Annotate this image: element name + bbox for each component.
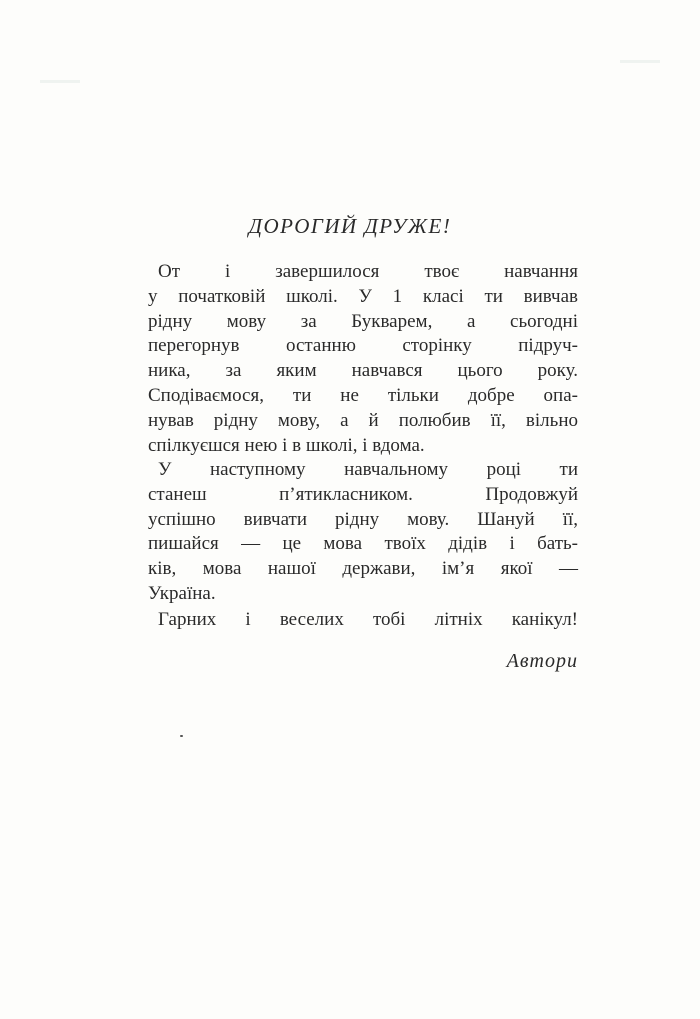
text-line: перегорнув останню сторінку підруч- [148,335,578,357]
text-line: у початковій школі. У 1 класі ти вивчав [148,285,578,307]
text-line: Сподіваємося, ти не тільки добре опа- [148,384,578,406]
text-line: успішно вивчати рідну мову. Шануй її, [148,508,578,530]
text-line: нував рідну мову, а й полюбив її, вільно [148,409,578,431]
bleed-through-mark [40,80,80,83]
text-line: ків, мова нашої держави, ім’я якої — [148,558,578,580]
text-line: спілкуєшся нею і в школі, і вдома. [148,434,425,456]
closing-line: Гарних і веселих тобі літніх канікул! [158,609,578,630]
text-line: рідну мову за Букварем, а сьогодні [148,310,578,332]
scan-speck [180,735,183,737]
paragraph-1 [148,260,578,458]
text-line: пишайся — це мова твоїх дідів і бать- [148,533,578,555]
text-line: станеш п’ятикласником. Продовжуй [148,483,578,505]
text-line: ника, за яким навчався цього року. [148,360,578,382]
bleed-through-mark [620,60,660,63]
paragraph-2 [148,458,578,607]
text-line: Україна. [148,582,216,604]
signature: Автори [506,650,578,672]
text-line: У наступному навчальному році ти [158,459,578,480]
text-line: От і завершилося твоє навчання [158,261,578,282]
page-title: ДОРОГИЙ ДРУЖЕ! [248,214,452,238]
